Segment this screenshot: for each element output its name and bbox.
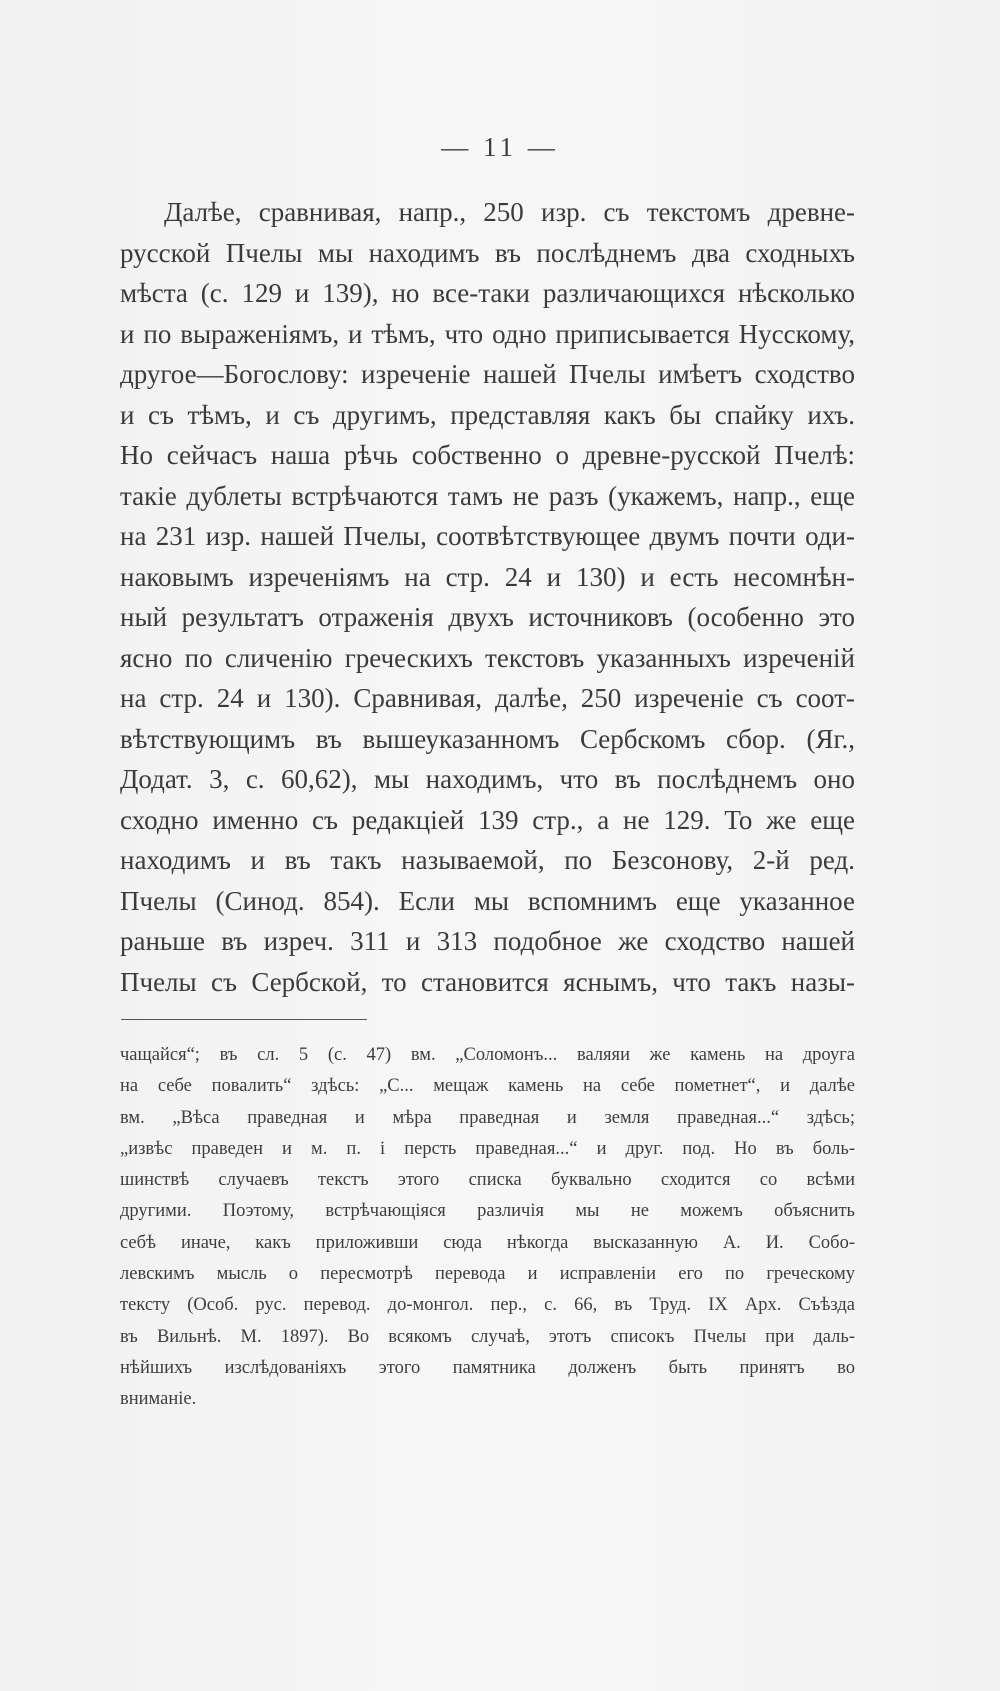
text-line: наковымъ изреченiямъ на стр. 24 и 130) и есть несомнѣн- [120, 561, 855, 592]
footnote-line: чащайся“; въ сл. 5 (с. 47) вм. „Соломонъ... валяяи же камень на дроуга [120, 1045, 855, 1065]
main-text-block [120, 192, 855, 1002]
footnote-line: себѣ иначе, какъ приложивши сюда нѣкогда высказанную А. И. Собо- [120, 1232, 855, 1253]
text-line: ный результатъ отраженiя двухъ источниковъ (особенно это [120, 602, 855, 632]
text-line: ясно по сличенiю греческихъ текстовъ указанныхъ изреченiй [120, 642, 855, 673]
text-line: на 231 изр. нашей Пчелы, соотвѣтствующее двумъ почти оди- [120, 521, 855, 551]
footnote-line: „извѣс праведен и м. п. i персть праведная...“ и друг. под. Но въ боль- [120, 1138, 855, 1159]
footnote-block [120, 1040, 855, 1416]
text-line: Но сейчасъ наша рѣчь собственно о древне-русской Пчелѣ: [120, 440, 855, 470]
text-line: Пчелы (Синод. 854). Если мы вспомнимъ еще указанное [120, 885, 855, 916]
footnote-line: шинствѣ случаевъ текстъ этого списка буквально сходится со всѣми [120, 1170, 855, 1191]
text-line: Пчелы съ Сербской, то становится яснымъ, что такъ назы- [120, 966, 855, 997]
text-line: такiе дублеты встрѣчаются тамъ не разъ (укажемъ, напр., еще [120, 480, 855, 511]
footnote-line: въ Вильнѣ. М. 1897). Во всякомъ случаѣ, этотъ списокъ Пчелы при даль- [120, 1326, 855, 1347]
footnote-line: на себе повалить“ здѣсь: „С... мещаж камень на себе пометнет“, и далѣе [120, 1076, 855, 1097]
text-line: другое—Богослову: изреченiе нашей Пчелы имѣетъ сходство [120, 359, 855, 389]
text-line: вѣтствующимъ въ вышеуказанномъ Сербскомъ сбор. (Яг., [120, 723, 855, 754]
text-line: русской Пчелы мы находимъ въ послѣднемъ два сходныхъ [120, 237, 855, 268]
text-line: и съ тѣмъ, и съ другимъ, представляя какъ бы спайку ихъ. [120, 399, 855, 430]
footnote-line: другими. Поэтому, встрѣчающiяся различiя мы не можемъ объяснить [120, 1201, 855, 1222]
footnote-line: тексту (Особ. рус. перевод. до-монгол. пер., с. 66, въ Труд. IX Арх. Съѣзда [120, 1295, 855, 1316]
footnote-line: вниманiе. [120, 1389, 197, 1410]
footnote-line: вм. „Вѣса праведная и мѣра праведная и земля праведная...“ здѣсь; [120, 1107, 855, 1128]
text-line: на стр. 24 и 130). Сравнивая, далѣе, 250 изреченiе съ соот- [120, 683, 855, 713]
text-line: и по выраженiямъ, и тѣмъ, что одно приписывается Нусскому, [120, 318, 855, 349]
text-line: сходно именно съ редакцiей 139 стр., а не 129. То же еще [120, 804, 855, 835]
text-line: мѣста (с. 129 и 139), но все-таки различающихся нѣсколько [120, 278, 855, 308]
footnote-separator [121, 1019, 367, 1020]
page-number: — 11 — [441, 132, 559, 162]
text-line: Додат. 3, с. 60,62), мы находимъ, что въ послѣднемъ оно [120, 764, 855, 794]
text-line: Далѣе, сравнивая, напр., 250 изр. съ текстомъ древне- [164, 197, 855, 227]
footnote-line: нѣйшихъ изслѣдованiяхъ этого памятника долженъ быть принятъ во [120, 1357, 855, 1378]
text-line: раньше въ изреч. 311 и 313 подобное же сходство нашей [120, 926, 855, 956]
footnote-line: левскимъ мысль о пересмотрѣ перевода и исправленiи его по греческому [120, 1264, 855, 1285]
text-line: находимъ и въ такъ называемой, по Безсонову, 2-й ред. [120, 845, 855, 875]
